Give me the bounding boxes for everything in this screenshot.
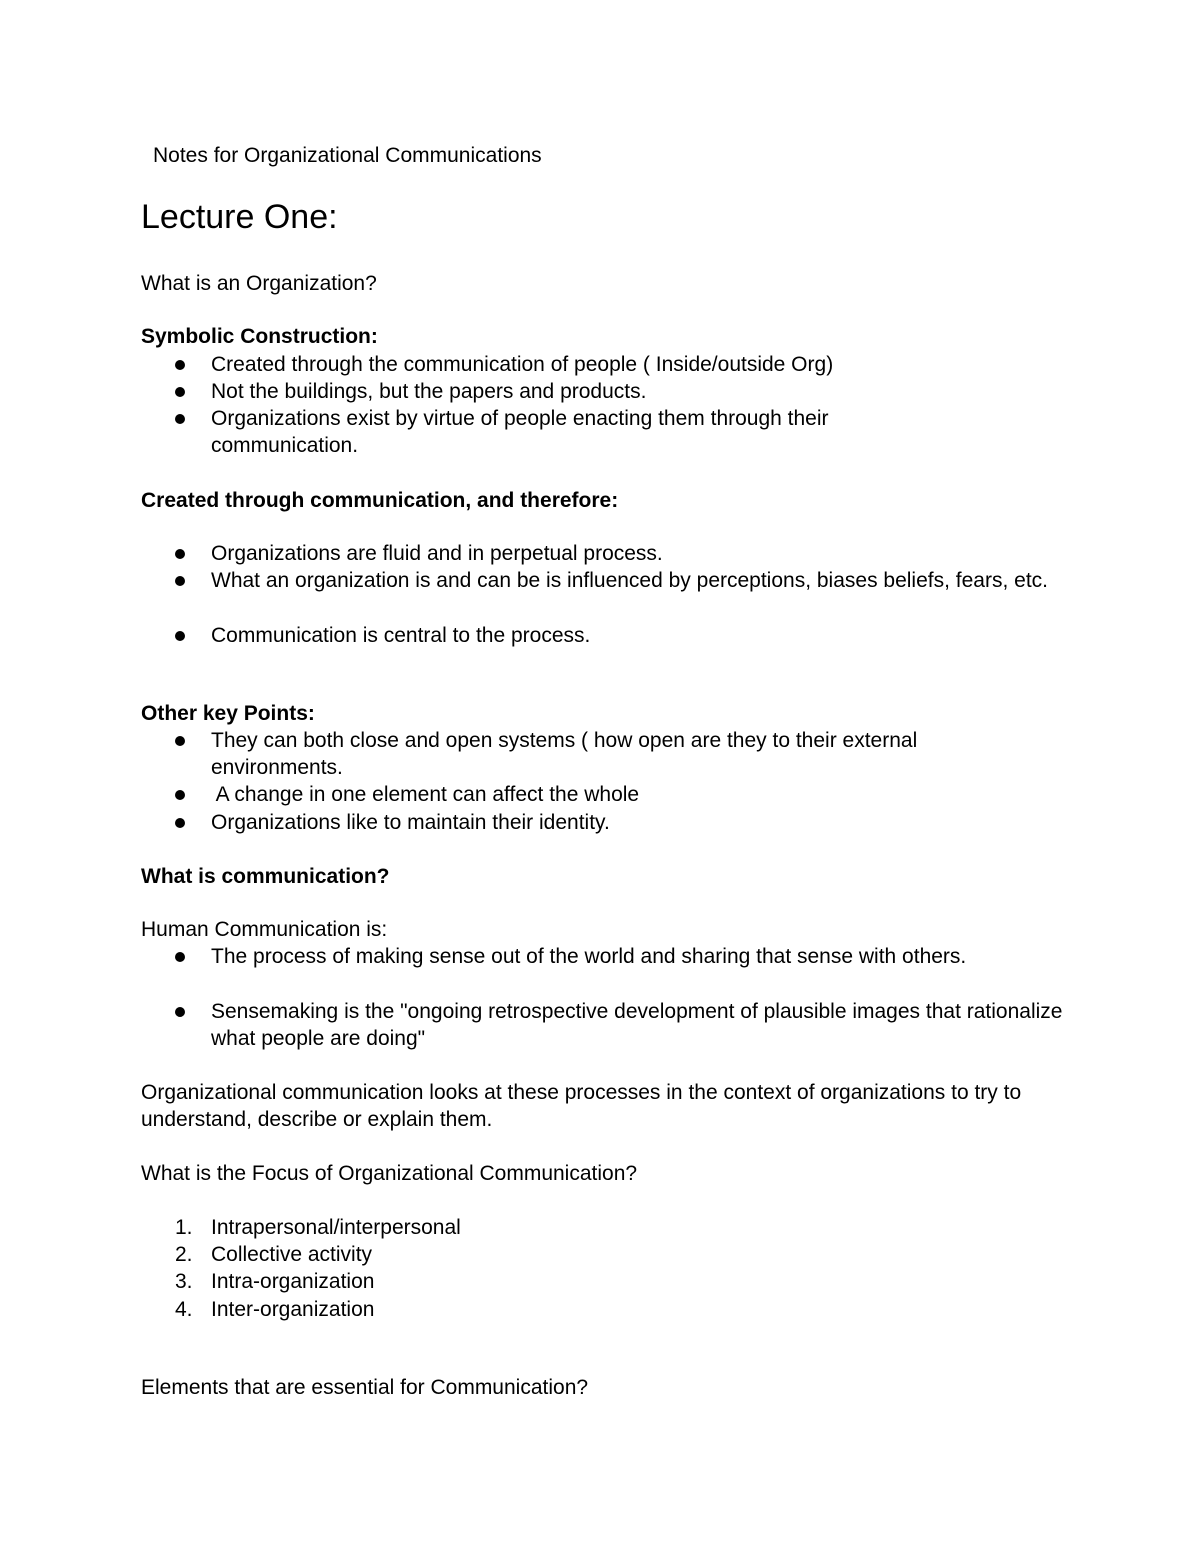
focus-question: What is the Focus of Organizational Communication? xyxy=(141,1162,638,1185)
question-organization: What is an Organization? xyxy=(141,272,377,295)
created-through-communication-heading: Created through communication, and therefore: xyxy=(141,489,619,512)
list-item: A change in one element can affect the whole xyxy=(211,783,640,806)
bullet-icon xyxy=(175,736,185,746)
elements-question: Elements that are essential for Communication? xyxy=(141,1376,589,1399)
bullet-icon xyxy=(175,790,185,800)
list-item: They can both close and open systems ( how open are they to their external environments. xyxy=(211,729,918,779)
lecture-heading: Lecture One: xyxy=(141,198,338,236)
list-number: 2. xyxy=(175,1243,193,1266)
list-item: What an organization is and can be is influenced by perceptions, biases beliefs, fears, etc. xyxy=(211,569,1048,592)
list-number: 1. xyxy=(175,1216,193,1239)
list-item: Organizations are fluid and in perpetual process. xyxy=(211,542,663,565)
list-number: 3. xyxy=(175,1270,193,1293)
list-item: Not the buildings, but the papers and products. xyxy=(211,380,647,403)
org-communication-paragraph: Organizational communication looks at these processes in the context of organizations to try to understand, describe or explain them. xyxy=(141,1081,1022,1131)
numbered-item: Intrapersonal/interpersonal xyxy=(211,1216,461,1239)
what-is-communication-heading: What is communication? xyxy=(141,865,390,888)
bullet-icon xyxy=(175,631,185,641)
list-item: Created through the communication of people ( Inside/outside Org) xyxy=(211,353,834,376)
bullet-icon xyxy=(175,576,185,586)
list-item: Organizations like to maintain their identity. xyxy=(211,811,610,834)
other-key-points-heading: Other key Points: xyxy=(141,702,315,725)
bullet-icon xyxy=(175,549,185,559)
numbered-item: Intra-organization xyxy=(211,1270,375,1293)
numbered-item: Inter-organization xyxy=(211,1298,375,1321)
human-communication-intro: Human Communication is: xyxy=(141,918,388,941)
bullet-icon xyxy=(175,1007,185,1017)
list-item: Sensemaking is the "ongoing retrospective development of plausible images that rationalize what people are doing" xyxy=(211,1000,1063,1050)
symbolic-construction-heading: Symbolic Construction: xyxy=(141,325,378,348)
numbered-item: Collective activity xyxy=(211,1243,373,1266)
bullet-icon xyxy=(175,818,185,828)
list-item: The process of making sense out of the world and sharing that sense with others. xyxy=(211,945,967,968)
list-item: Organizations exist by virtue of people enacting them through their communication. xyxy=(211,407,829,457)
document-title: Notes for Organizational Communications xyxy=(153,144,542,167)
bullet-icon xyxy=(175,387,185,397)
bullet-icon xyxy=(175,414,185,424)
bullet-icon xyxy=(175,360,185,370)
bullet-icon xyxy=(175,952,185,962)
list-number: 4. xyxy=(175,1298,193,1321)
list-item: Communication is central to the process. xyxy=(211,624,591,647)
